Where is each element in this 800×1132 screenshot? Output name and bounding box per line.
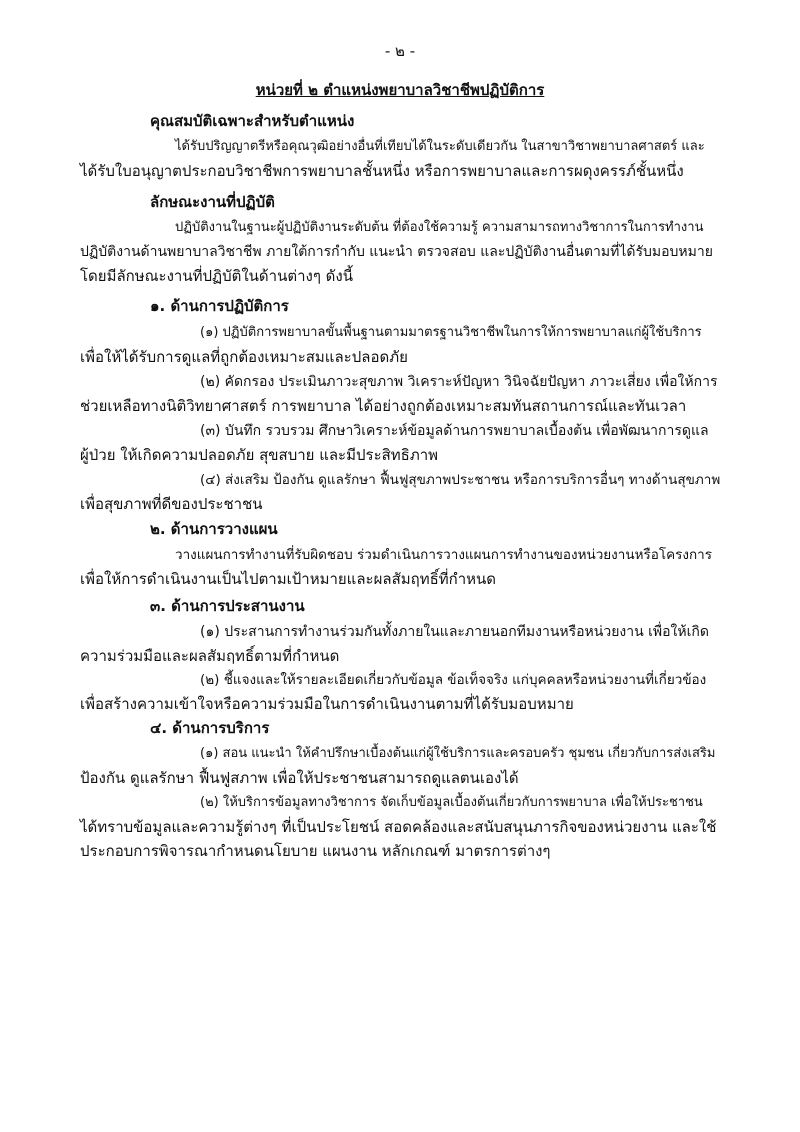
page-number: - ๒ -: [384, 42, 416, 60]
list-item-continuation: ประกอบการพิจารณากำหนดนโยบาย แผนงาน หลักเกณฑ์ มาตรการต่างๆ: [80, 842, 551, 860]
list-item-continuation: เพื่อให้ได้รับการดูแลที่ถูกต้องเหมาะสมและปลอดภัย: [80, 348, 408, 366]
qualification-line: ได้รับปริญญาตรีหรือคุณวุฒิอย่างอื่นที่เทียบได้ในระดับเดียวกัน ในสาขาวิชาพยาบาลศาสตร์ และ: [175, 139, 705, 154]
job-nature-heading: ลักษณะงานที่ปฏิบัติ: [150, 193, 275, 211]
list-item: (๑) ปฏิบัติการพยาบาลขั้นพื้นฐานตามมาตรฐานวิชาชีพในการให้การพยาบาลแก่ผู้ใช้บริการ: [200, 325, 702, 340]
list-item: (๒) ให้บริการข้อมูลทางวิชาการ จัดเก็บข้อมูลเบื้องต้นเกี่ยวกับการพยาบาล เพื่อให้ประชาชน: [200, 795, 703, 810]
qualification-heading: คุณสมบัติเฉพาะสำหรับตำแหน่ง: [150, 112, 355, 130]
list-item: (๒) คัดกรอง ประเมินภาวะสุขภาพ วิเคราะห์ปัญหา วินิจฉัยปัญหา ภาวะเสี่ยง เพื่อให้การ: [200, 374, 718, 390]
page-title: หน่วยที่ ๒ ตำแหน่งพยาบาลวิชาชีพปฏิบัติการ: [255, 81, 545, 99]
paragraph-line: วางแผนการทำงานที่รับผิดชอบ ร่วมดำเนินการวางแผนการทำงานของหน่วยงานหรือโครงการ: [175, 547, 712, 563]
list-item-continuation: ป้องกัน ดูแลรักษา ฟื้นฟูสภาพ เพื่อให้ประชาชนสามารถดูแลตนเองได้: [80, 769, 519, 787]
job-nature-line: ปฏิบัติงานด้านพยาบาลวิชาชีพ ภายใต้การกำกับ แนะนำ ตรวจสอบ และปฏิบัติงานอื่นตามที่ได้รับมอบหมาย: [80, 244, 713, 260]
list-item-continuation: ช่วยเหลือทางนิติวิทยาศาสตร์ การพยาบาล ได้อย่างถูกต้องเหมาะสมทันสถานการณ์และทันเวลา: [80, 397, 687, 415]
list-item: (๑) ประสานการทำงานร่วมกันทั้งภายในและภายนอกทีมงานหรือหน่วยงาน เพื่อให้เกิด: [200, 624, 709, 640]
list-item: (๒) ชี้แจงและให้รายละเอียดเกี่ยวกับข้อมูล ข้อเท็จจริง แก่บุคคลหรือหน่วยงานที่เกี่ยวข้อง: [200, 672, 707, 688]
list-item-continuation: ผู้ป่วย ให้เกิดความปลอดภัย สุขสบาย และมีประสิทธิภาพ: [80, 446, 439, 464]
list-item-continuation: เพื่อสร้างความเข้าใจหรือความร่วมมือในการดำเนินงานตามที่ได้รับมอบหมาย: [80, 695, 574, 713]
list-item-continuation: ความร่วมมือและผลสัมฤทธิ์ตามที่กำหนด: [80, 647, 340, 665]
section-heading-planning: ๒. ด้านการวางแผน: [150, 520, 278, 538]
section-heading-operations: ๑. ด้านการปฏิบัติการ: [150, 297, 289, 315]
section-heading-coordination: ๓. ด้านการประสานงาน: [150, 597, 305, 615]
job-nature-line: โดยมีลักษณะงานที่ปฏิบัติในด้านต่างๆ ดังนี้: [80, 267, 353, 285]
job-nature-line: ปฏิบัติงานในฐานะผู้ปฏิบัติงานระดับต้น ที่ต้องใช้ความรู้ ความสามารถทางวิชาการในการทำงาน: [175, 220, 704, 235]
list-item-continuation: ได้ทราบข้อมูลและความรู้ต่างๆ ที่เป็นประโยชน์ สอดคล้องและสนับสนุนภารกิจของหน่วยงาน และใช้: [80, 818, 717, 836]
paragraph-line: เพื่อให้การดำเนินงานเป็นไปตามเป้าหมายและผลสัมฤทธิ์ที่กำหนด: [80, 570, 497, 588]
list-item: (๓) บันทึก รวบรวม ศึกษาวิเคราะห์ข้อมูลด้านการพยาบาลเบื้องต้น เพื่อพัฒนาการดูแล: [200, 423, 709, 439]
list-item: (๔) ส่งเสริม ป้องกัน ดูแลรักษา ฟื้นฟูสุขภาพประชาชน หรือการบริการอื่นๆ ทางด้านสุขภาพ: [200, 472, 721, 488]
list-item: (๑) สอน แนะนำ ให้คำปรึกษาเบื้องต้นแก่ผู้ใช้บริการและครอบครัว ชุมชน เกี่ยวกับการส่งเสริม: [200, 746, 716, 761]
qualification-line: ได้รับใบอนุญาตประกอบวิชาชีพการพยาบาลชั้นหนึ่ง หรือการพยาบาลและการผดุงครรภ์ชั้นหนึ่ง: [80, 162, 684, 180]
list-item-continuation: เพื่อสุขภาพที่ดีของประชาชน: [80, 495, 263, 513]
section-heading-service: ๔. ด้านการบริการ: [150, 719, 270, 737]
